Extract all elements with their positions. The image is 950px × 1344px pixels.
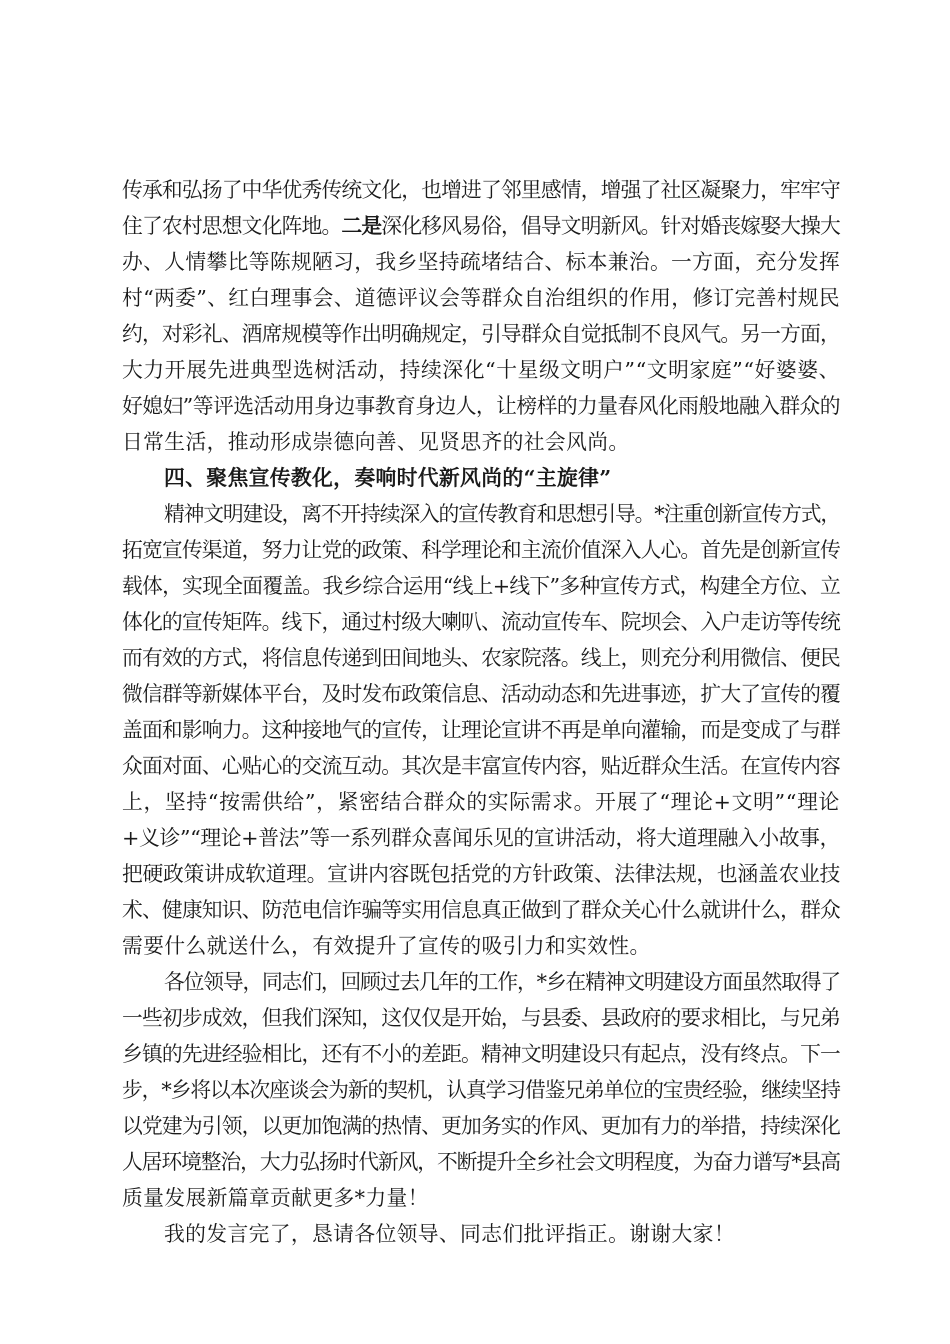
text-run: 体化的宣传矩阵。线下，通过村级大喇叭、流动宣传车、院坝会、入户走访等传统 [122,610,840,634]
text-run: 精神文明建设，离不开持续深入的宣传教育和思想引导。*注重创新宣传方式， [164,502,840,526]
text-run: +义诊”“理论+普法”等一系列群众喜闻乐见的宣讲活动，将大道理融入小故事， [122,826,840,850]
text-run: 拓宽宣传渠道，努力让党的政策、科学理论和主流价值深入人心。首先是创新宣传 [122,538,840,562]
text-run: 传承和弘扬了中华优秀传统文化，也增进了邻里感情，增强了社区凝聚力，牢牢守 [122,178,840,202]
text-run: 质量发展新篇章贡献更多*力量！ [122,1186,429,1210]
text-run: 大力开展先进典型选树活动，持续深化“十星级文明户”“文明家庭”“好婆婆、 [122,358,840,382]
text-run: 我的发言完了，恳请各位领导、同志们批评指正。谢谢大家！ [164,1222,735,1246]
text-run: 以党建为引领，以更加饱满的热情、更加务实的作风、更加有力的举措，持续深化 [122,1114,840,1138]
text-line [122,1036,840,1072]
document-page [122,172,840,1252]
text-run: 乡镇的先进经验相比，还有不小的差距。精神文明建设只有起点，没有终点。下一 [122,1042,840,1066]
bold-text: 四、聚焦宣传教化，奏响时代新风尚的“主旋律” [164,465,612,490]
text-run: 办、人情攀比等陈规陋习，我乡坚持疏堵结合、标本兼治。一方面，充分发挥 [122,250,841,274]
text-run: 需要什么就送什么，有效提升了宣传的吸引力和实效性。 [122,934,651,958]
text-line [122,424,840,460]
text-run: 深化移风易俗，倡导文明新风。针对婚丧嫁娶大操大 [381,214,840,238]
text-line [122,460,840,496]
text-run: 人居环境整治，大力弘扬时代新风，不断提升全乡社会文明程度，为奋力谱写*县高 [122,1150,840,1174]
text-run: 盖面和影响力。这种接地气的宣传，让理论宣讲不再是单向灌输，而是变成了与群 [122,718,840,742]
text-line [122,820,840,856]
text-line [122,676,840,712]
text-line [122,604,840,640]
text-run: 微信群等新媒体平台，及时发布政策信息、活动动态和先进事迹，扩大了宣传的覆 [122,682,840,706]
text-run: 上，坚持“按需供给”，紧密结合群众的实际需求。开展了“理论+文明”“理论 [122,790,840,814]
text-run: 术、健康知识、防范电信诈骗等实用信息真正做到了群众关心什么就讲什么，群众 [122,898,840,922]
text-run: 载体，实现全面覆盖。我乡综合运用“线上+线下”多种宣传方式，构建全方位、立 [122,574,840,598]
text-run: 住了农村思想文化阵地。 [122,214,342,238]
text-line [122,784,840,820]
text-run: 约，对彩礼、酒席规模等作出明确规定，引导群众自觉抵制不良风气。另一方面， [122,322,840,346]
text-line [122,388,840,424]
text-line [122,1180,840,1216]
text-run: 日常生活，推动形成崇德向善、见贤思齐的社会风尚。 [122,430,630,454]
text-line [122,856,840,892]
text-line [122,280,840,316]
text-line [122,172,840,208]
text-line [122,964,840,1000]
text-line [122,568,840,604]
text-line [122,496,840,532]
bold-text: 二是 [341,213,382,238]
text-line [122,1216,840,1252]
paragraph [122,964,840,1216]
text-line [122,748,840,784]
text-line [122,1108,840,1144]
text-run: 步，*乡将以本次座谈会为新的契机，认真学习借鉴兄弟单位的宝贵经验，继续坚持 [122,1078,840,1102]
paragraph [122,172,840,460]
text-line [122,208,840,244]
paragraph [122,1216,840,1252]
text-line [122,640,840,676]
text-line [122,352,840,388]
text-line [122,244,840,280]
text-run: 好媳妇”等评选活动用身边事教育身边人，让榜样的力量春风化雨般地融入群众的 [122,394,840,418]
paragraph [122,496,840,964]
text-run: 村“两委”、红白理事会、道德评议会等群众自治组织的作用，修订完善村规民 [122,286,840,310]
text-line [122,928,840,964]
text-line [122,316,840,352]
text-run: 一些初步成效，但我们深知，这仅仅是开始，与县委、县政府的要求相比，与兄弟 [122,1006,840,1030]
text-line [122,1144,840,1180]
text-line [122,892,840,928]
text-line [122,1072,840,1108]
text-run: 各位领导，同志们，回顾过去几年的工作，*乡在精神文明建设方面虽然取得了 [164,970,840,994]
text-run: 把硬政策讲成软道理。宣讲内容既包括党的方针政策、法律法规，也涵盖农业技 [122,862,840,886]
text-line [122,1000,840,1036]
section-heading [122,460,840,496]
text-run: 而有效的方式，将信息传递到田间地头、农家院落。线上，则充分利用微信、便民 [122,646,840,670]
text-line [122,712,840,748]
text-run: 众面对面、心贴心的交流互动。其次是丰富宣传内容，贴近群众生活。在宣传内容 [122,754,840,778]
text-line [122,532,840,568]
